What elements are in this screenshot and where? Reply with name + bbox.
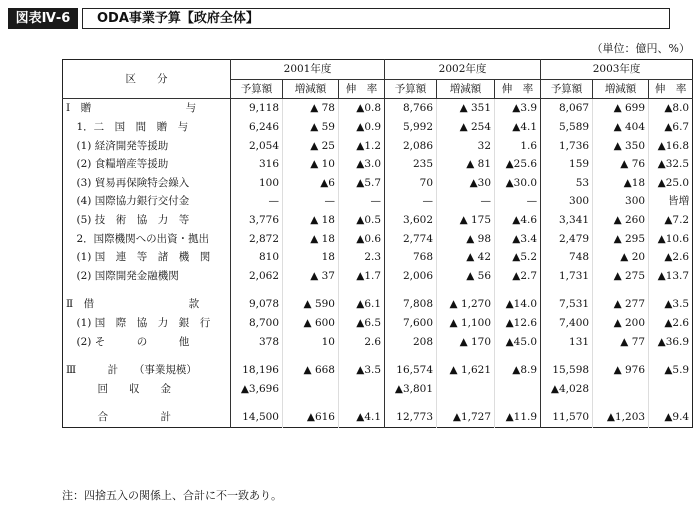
value-cell: ▲ 76 <box>593 155 649 174</box>
value-cell: ▲4.1 <box>339 408 385 427</box>
value-cell: ▲6 <box>283 174 339 193</box>
value-cell: ▲ 10 <box>283 155 339 174</box>
value-cell: ▲ 668 <box>283 361 339 380</box>
value-cell <box>593 380 649 399</box>
value-cell: 2.6 <box>339 332 385 351</box>
value-cell: ▲5.9 <box>649 361 693 380</box>
value-cell: ▲1.7 <box>339 267 385 286</box>
spacer-cell <box>437 285 495 295</box>
value-cell: 32 <box>437 136 495 155</box>
value-cell: 2,086 <box>385 136 437 155</box>
spacer-cell <box>593 351 649 361</box>
value-cell: ▲30.0 <box>495 174 541 193</box>
spacer-cell <box>541 351 593 361</box>
value-cell: ▲ 590 <box>283 295 339 314</box>
spacer-cell <box>339 398 385 408</box>
value-cell: 2,006 <box>385 267 437 286</box>
sub-header: 伸 率 <box>339 79 385 99</box>
value-cell: ▲1,727 <box>437 408 495 427</box>
spacer-cell <box>649 351 693 361</box>
value-cell: ▲32.5 <box>649 155 693 174</box>
value-cell: ▲ 78 <box>283 99 339 118</box>
value-cell: ▲ 77 <box>593 332 649 351</box>
value-cell: ▲ 37 <box>283 267 339 286</box>
spacer-cell <box>385 351 437 361</box>
sub-header: 伸 率 <box>495 79 541 99</box>
spacer-row <box>63 351 693 361</box>
category-header: 区 分 <box>63 60 231 99</box>
value-cell: ▲ 254 <box>437 118 495 137</box>
value-cell: ▲1.2 <box>339 136 385 155</box>
value-cell <box>437 380 495 399</box>
value-cell: 7,531 <box>541 295 593 314</box>
value-cell: ▲11.9 <box>495 408 541 427</box>
figure-title: ODA事業予算【政府全体】 <box>97 11 259 26</box>
value-cell: ▲14.0 <box>495 295 541 314</box>
row-label: 合 計 <box>63 408 231 427</box>
value-cell: 131 <box>541 332 593 351</box>
spacer-cell <box>283 398 339 408</box>
value-cell: ▲3.4 <box>495 229 541 248</box>
sub-header: 予算額 <box>541 79 593 99</box>
value-cell: ▲ 18 <box>283 229 339 248</box>
spacer-cell <box>495 285 541 295</box>
value-cell: 300 <box>593 192 649 211</box>
year-header: 2001年度 <box>231 60 385 80</box>
value-cell: ▲616 <box>283 408 339 427</box>
value-cell: 15,598 <box>541 361 593 380</box>
value-cell: — <box>231 192 283 211</box>
value-cell: ▲9.4 <box>649 408 693 427</box>
row-label: (1) 国 際 協 力 銀 行 <box>63 314 231 333</box>
value-cell: ▲ 260 <box>593 211 649 230</box>
value-cell: ▲ 170 <box>437 332 495 351</box>
table-row <box>63 408 693 427</box>
value-cell: 3,776 <box>231 211 283 230</box>
table-row <box>63 295 693 314</box>
value-cell: 2,479 <box>541 229 593 248</box>
spacer-cell <box>495 351 541 361</box>
value-cell: 768 <box>385 248 437 267</box>
spacer-cell <box>593 398 649 408</box>
value-cell: ▲ 404 <box>593 118 649 137</box>
value-cell <box>339 380 385 399</box>
value-cell: ▲3,801 <box>385 380 437 399</box>
value-cell: ▲ 56 <box>437 267 495 286</box>
table-row <box>63 118 693 137</box>
row-label: (1) 経済開発等援助 <box>63 136 231 155</box>
value-cell: ▲2.7 <box>495 267 541 286</box>
row-label: 1．二 国 間 贈 与 <box>63 118 231 137</box>
value-cell: ▲3,696 <box>231 380 283 399</box>
value-cell <box>283 380 339 399</box>
table-body <box>63 99 693 428</box>
value-cell: ▲8.9 <box>495 361 541 380</box>
value-cell: — <box>339 192 385 211</box>
value-cell: ▲ 351 <box>437 99 495 118</box>
spacer-cell <box>437 398 495 408</box>
value-cell <box>495 380 541 399</box>
value-cell <box>649 380 693 399</box>
value-cell: 7,400 <box>541 314 593 333</box>
value-cell: 316 <box>231 155 283 174</box>
spacer-cell <box>283 351 339 361</box>
value-cell: 11,570 <box>541 408 593 427</box>
spacer-cell <box>541 285 593 295</box>
table-row <box>63 361 693 380</box>
value-cell: 7,808 <box>385 295 437 314</box>
value-cell: ▲ 175 <box>437 211 495 230</box>
spacer-cell <box>437 351 495 361</box>
row-label: Ⅲ 計 （事業規模） <box>63 361 231 380</box>
row-label: 2．国際機関への出資・拠出 <box>63 229 231 248</box>
value-cell: 18,196 <box>231 361 283 380</box>
spacer-cell <box>63 351 231 361</box>
value-cell: ▲6.7 <box>649 118 693 137</box>
value-cell: ▲ 275 <box>593 267 649 286</box>
value-cell: 5,589 <box>541 118 593 137</box>
value-cell: 53 <box>541 174 593 193</box>
value-cell: ▲16.8 <box>649 136 693 155</box>
value-cell: ▲25.6 <box>495 155 541 174</box>
value-cell: 3,341 <box>541 211 593 230</box>
row-label: (1) 国 連 等 諸 機 関 <box>63 248 231 267</box>
value-cell: ▲ 200 <box>593 314 649 333</box>
value-cell: ▲ 1,270 <box>437 295 495 314</box>
value-cell: — <box>385 192 437 211</box>
value-cell: 9,118 <box>231 99 283 118</box>
value-cell: 1,736 <box>541 136 593 155</box>
spacer-cell <box>495 398 541 408</box>
value-cell: ▲ 18 <box>283 211 339 230</box>
value-cell: 8,766 <box>385 99 437 118</box>
table-row <box>63 174 693 193</box>
table-row <box>63 332 693 351</box>
spacer-cell <box>283 285 339 295</box>
value-cell: 2,774 <box>385 229 437 248</box>
value-cell: 7,600 <box>385 314 437 333</box>
value-cell: — <box>437 192 495 211</box>
spacer-row <box>63 285 693 295</box>
value-cell: ▲ 350 <box>593 136 649 155</box>
value-cell: 18 <box>283 248 339 267</box>
value-cell: ▲ 1,621 <box>437 361 495 380</box>
value-cell: ▲3.5 <box>339 361 385 380</box>
value-cell: ▲1,203 <box>593 408 649 427</box>
value-cell: 2,054 <box>231 136 283 155</box>
value-cell: 300 <box>541 192 593 211</box>
spacer-cell <box>231 285 283 295</box>
value-cell: ▲ 25 <box>283 136 339 155</box>
value-cell: 14,500 <box>231 408 283 427</box>
footnote: 注：四捨五入の関係上、合計に不一致あり。 <box>62 489 282 502</box>
value-cell: ▲0.6 <box>339 229 385 248</box>
value-cell: 748 <box>541 248 593 267</box>
row-label: Ⅰ 贈 与 <box>63 99 231 118</box>
value-cell: 2.3 <box>339 248 385 267</box>
value-cell: 8,067 <box>541 99 593 118</box>
value-cell: ▲12.6 <box>495 314 541 333</box>
year-header-row <box>63 60 693 80</box>
value-cell: 10 <box>283 332 339 351</box>
spacer-cell <box>385 398 437 408</box>
value-cell: ▲30 <box>437 174 495 193</box>
value-cell: ▲3.5 <box>649 295 693 314</box>
value-cell: — <box>283 192 339 211</box>
value-cell: 6,246 <box>231 118 283 137</box>
sub-header: 増減額 <box>593 79 649 99</box>
table-row <box>63 136 693 155</box>
value-cell: ▲ 59 <box>283 118 339 137</box>
value-cell: 1.6 <box>495 136 541 155</box>
value-cell: ▲10.6 <box>649 229 693 248</box>
spacer-cell <box>649 398 693 408</box>
spacer-cell <box>339 351 385 361</box>
value-cell: 378 <box>231 332 283 351</box>
row-label: Ⅱ 借 款 <box>63 295 231 314</box>
spacer-cell <box>649 285 693 295</box>
oda-budget-table <box>62 59 693 428</box>
row-label: (2) 国際開発金融機関 <box>63 267 231 286</box>
figure-title-box <box>82 8 670 29</box>
value-cell: ▲25.0 <box>649 174 693 193</box>
value-cell: ▲0.8 <box>339 99 385 118</box>
row-label: (4) 国際協力銀行交付金 <box>63 192 231 211</box>
value-cell: ▲0.5 <box>339 211 385 230</box>
value-cell: 208 <box>385 332 437 351</box>
value-cell: ▲2.6 <box>649 248 693 267</box>
value-cell: ▲ 20 <box>593 248 649 267</box>
value-cell: ▲4,028 <box>541 380 593 399</box>
year-header: 2002年度 <box>385 60 541 80</box>
value-cell: 2,872 <box>231 229 283 248</box>
sub-header: 増減額 <box>283 79 339 99</box>
spacer-cell <box>231 398 283 408</box>
value-cell: ▲36.9 <box>649 332 693 351</box>
value-cell: ▲ 42 <box>437 248 495 267</box>
value-cell: 8,700 <box>231 314 283 333</box>
value-cell: ▲ 600 <box>283 314 339 333</box>
sub-header: 増減額 <box>437 79 495 99</box>
value-cell: ▲5.2 <box>495 248 541 267</box>
value-cell: ▲3.9 <box>495 99 541 118</box>
table-row <box>63 211 693 230</box>
value-cell: ▲2.6 <box>649 314 693 333</box>
value-cell: ▲3.0 <box>339 155 385 174</box>
row-label: (5) 技 術 協 力 等 <box>63 211 231 230</box>
value-cell: 3,602 <box>385 211 437 230</box>
spacer-cell <box>541 398 593 408</box>
figure-label: 図表Ⅳ-6 <box>8 8 78 29</box>
row-label: 回 収 金 <box>63 380 231 399</box>
value-cell: 235 <box>385 155 437 174</box>
year-header: 2003年度 <box>541 60 693 80</box>
value-cell: 159 <box>541 155 593 174</box>
spacer-cell <box>339 285 385 295</box>
sub-header: 伸 率 <box>649 79 693 99</box>
value-cell: ▲6.5 <box>339 314 385 333</box>
value-cell: ▲ 98 <box>437 229 495 248</box>
value-cell: 2,062 <box>231 267 283 286</box>
row-label: (2) そ の 他 <box>63 332 231 351</box>
value-cell: ▲ 81 <box>437 155 495 174</box>
value-cell: ▲4.6 <box>495 211 541 230</box>
value-cell: 12,773 <box>385 408 437 427</box>
value-cell: ▲13.7 <box>649 267 693 286</box>
table-row <box>63 314 693 333</box>
sub-header: 予算額 <box>231 79 283 99</box>
spacer-cell <box>231 351 283 361</box>
value-cell: 皆増 <box>649 192 693 211</box>
value-cell: ▲45.0 <box>495 332 541 351</box>
value-cell: 16,574 <box>385 361 437 380</box>
value-cell: 70 <box>385 174 437 193</box>
value-cell: 1,731 <box>541 267 593 286</box>
table-row <box>63 155 693 174</box>
value-cell: ▲ 976 <box>593 361 649 380</box>
value-cell: ▲ 295 <box>593 229 649 248</box>
value-cell: ▲4.1 <box>495 118 541 137</box>
value-cell: ▲8.0 <box>649 99 693 118</box>
row-label: (3) 貿易再保険特会繰入 <box>63 174 231 193</box>
row-label: (2) 食糧増産等援助 <box>63 155 231 174</box>
value-cell: ▲7.2 <box>649 211 693 230</box>
value-cell: ▲0.9 <box>339 118 385 137</box>
value-cell: ▲ 1,100 <box>437 314 495 333</box>
table-row <box>63 229 693 248</box>
spacer-cell <box>385 285 437 295</box>
table-row <box>63 380 693 399</box>
spacer-cell <box>63 285 231 295</box>
sub-header: 予算額 <box>385 79 437 99</box>
value-cell: 810 <box>231 248 283 267</box>
value-cell: 100 <box>231 174 283 193</box>
value-cell: ▲5.7 <box>339 174 385 193</box>
table-row <box>63 192 693 211</box>
value-cell: — <box>495 192 541 211</box>
value-cell: 5,992 <box>385 118 437 137</box>
unit-label: （単位：億円、%） <box>591 42 690 55</box>
value-cell: ▲ 699 <box>593 99 649 118</box>
value-cell: ▲6.1 <box>339 295 385 314</box>
value-cell: ▲18 <box>593 174 649 193</box>
table-row <box>63 267 693 286</box>
table-row <box>63 99 693 118</box>
spacer-row <box>63 398 693 408</box>
table-row <box>63 248 693 267</box>
value-cell: ▲ 277 <box>593 295 649 314</box>
figure-header <box>8 8 670 29</box>
spacer-cell <box>593 285 649 295</box>
value-cell: 9,078 <box>231 295 283 314</box>
spacer-cell <box>63 398 231 408</box>
